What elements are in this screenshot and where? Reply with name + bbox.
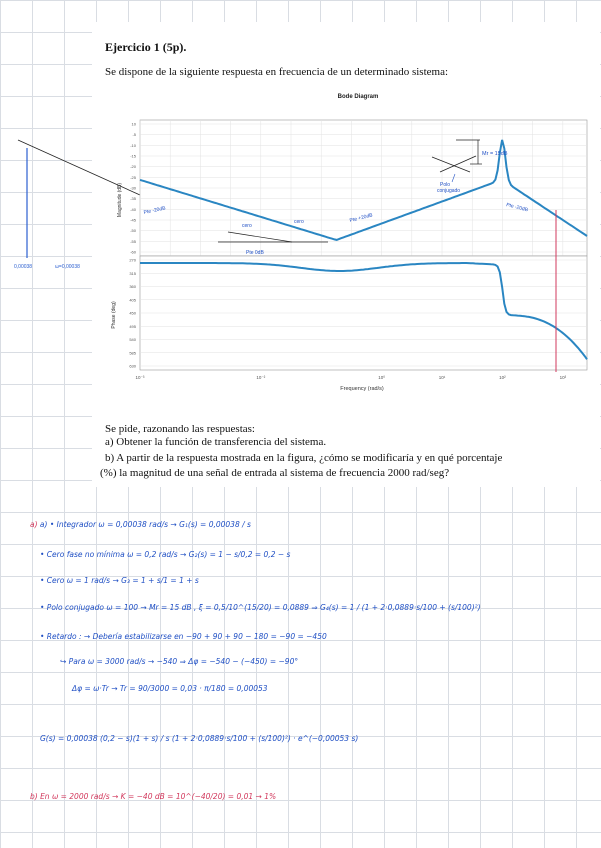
left-label-2: ω=0,00038 — [55, 264, 80, 270]
x-tick-label: 10⁻² — [256, 375, 266, 380]
x-axis-label: Frequency (rad/s) — [340, 386, 384, 392]
annotation-cero2: cero — [294, 219, 304, 225]
questions-lead: Se pide, razonando las respuestas: — [105, 423, 255, 435]
solution-b: b) En ω = 2000 rad/s → K = −40 dB = 10^(−40/20) = 0,01 → 1% — [30, 792, 277, 801]
exercise-intro: Se dispone de la siguiente respuesta en frecuencia de un determinado sistema: — [105, 66, 449, 78]
phase-ylabel: Phase (deg) — [111, 301, 117, 329]
phase-tick-label: 270 — [129, 257, 136, 263]
phase-tick-label: 315 — [129, 270, 136, 276]
mag-tick-label: -25 — [130, 174, 136, 180]
mag-tick-label: -45 — [130, 217, 136, 223]
solution-polo: • Polo conjugado ω = 100 → Mr = 15 dB , ξ = 0,5/10^(15/20) = 0,0889 ⇒ G₄(s) = 1 / (1 + 2·0,0889·s/100 + (s/100)²) — [40, 603, 481, 612]
left-label-1: 0,00038 — [14, 264, 33, 270]
annotation-conjugado: conjugado — [437, 188, 461, 194]
mag-tick-label: -30 — [130, 185, 136, 191]
phase-tick-label: 630 — [129, 363, 136, 369]
x-tick-label: 10³ — [559, 375, 567, 380]
solution-retardo: • Retardo : → Debería estabilizarse en −90 + 90 + 90 − 180 = −90 = −450 — [40, 632, 327, 641]
annotation-cero1: cero — [242, 223, 252, 229]
magnitude-ylabel: Magnitude (dB) — [117, 182, 123, 218]
mag-tick-label: -20 — [130, 164, 136, 170]
phase-tick-label: 405 — [129, 297, 136, 303]
solution-cero: • Cero ω = 1 rad/s → G₃ = 1 + s/1 = 1 + s — [40, 576, 199, 585]
mag-tick-label: 10 — [131, 121, 136, 127]
mag-tick-label: -50 — [130, 228, 136, 234]
question-a: a) Obtener la función de transferencia del sistema. — [105, 436, 327, 448]
phase-tick-label: 495 — [129, 323, 136, 329]
mag-tick-label: -55 — [130, 238, 136, 244]
solution-para: ↪ Para ω = 3000 rad/s → −540 ⇒ Δφ = −540 − (−450) = −90° — [60, 657, 299, 666]
annotation-slope-bottom: Pte 0dB — [246, 250, 264, 256]
x-tick-label: 10⁰ — [378, 375, 386, 380]
solution-cero-fnm: • Cero fase no mínima ω = 0,2 rad/s → G₂(s) = 1 − s/0,2 = 0,2 − s — [40, 550, 291, 559]
phase-tick-label: 585 — [129, 350, 136, 356]
annotation-slope-mid: Pte +20dB — [349, 212, 374, 224]
annotation-slope-right: Pte -20dB — [505, 202, 529, 214]
annotation-mr: Mr = 15dB — [482, 151, 508, 157]
mag-tick-label: -5 — [132, 132, 136, 138]
x-tick-label: 10¹ — [438, 375, 446, 380]
chart-title: Bode Diagram — [337, 94, 379, 100]
mag-tick-label: -40 — [130, 206, 136, 212]
phase-tick-label: 540 — [129, 337, 136, 342]
phase-tick-label: 450 — [129, 310, 136, 316]
question-b-line2: (%) la magnitud de una señal de entrada al sistema de frecuencia 2000 rad/seg? — [100, 467, 450, 479]
x-tick-label: 10² — [499, 375, 506, 380]
mag-tick-label: -15 — [130, 153, 136, 159]
annotation-slope-left: Pte -20dB — [143, 205, 167, 216]
solution-delta-phi: Δφ = ω·Tr → Tr = 90/3000 = 0,03 · π/180 = 0,00053 — [72, 684, 268, 693]
mag-tick-label: -60 — [130, 249, 136, 255]
exercise-title: Ejercicio 1 (5p). — [105, 40, 187, 54]
annotation-polo: Polo — [440, 182, 451, 188]
mag-tick-label: -10 — [130, 142, 136, 148]
question-b-line1: b) A partir de la respuesta mostrada en la figura, ¿cómo se modificaría y en qué porcentaje — [105, 452, 503, 464]
phase-tick-label: 360 — [129, 284, 136, 289]
x-tick-label: 10⁻³ — [135, 375, 145, 380]
solution-transfer-function: G(s) = 0,00038 (0,2 − s)(1 + s) / s (1 + 2·0,0889·s/100 + (s/100)²) · e^(−0,00053 s) — [40, 734, 359, 743]
solution-integrator: a) a) • Integrador ω = 0,00038 rad/s → G₁(s) = 0,00038 / s — [30, 520, 251, 529]
mag-tick-label: -35 — [130, 196, 136, 202]
